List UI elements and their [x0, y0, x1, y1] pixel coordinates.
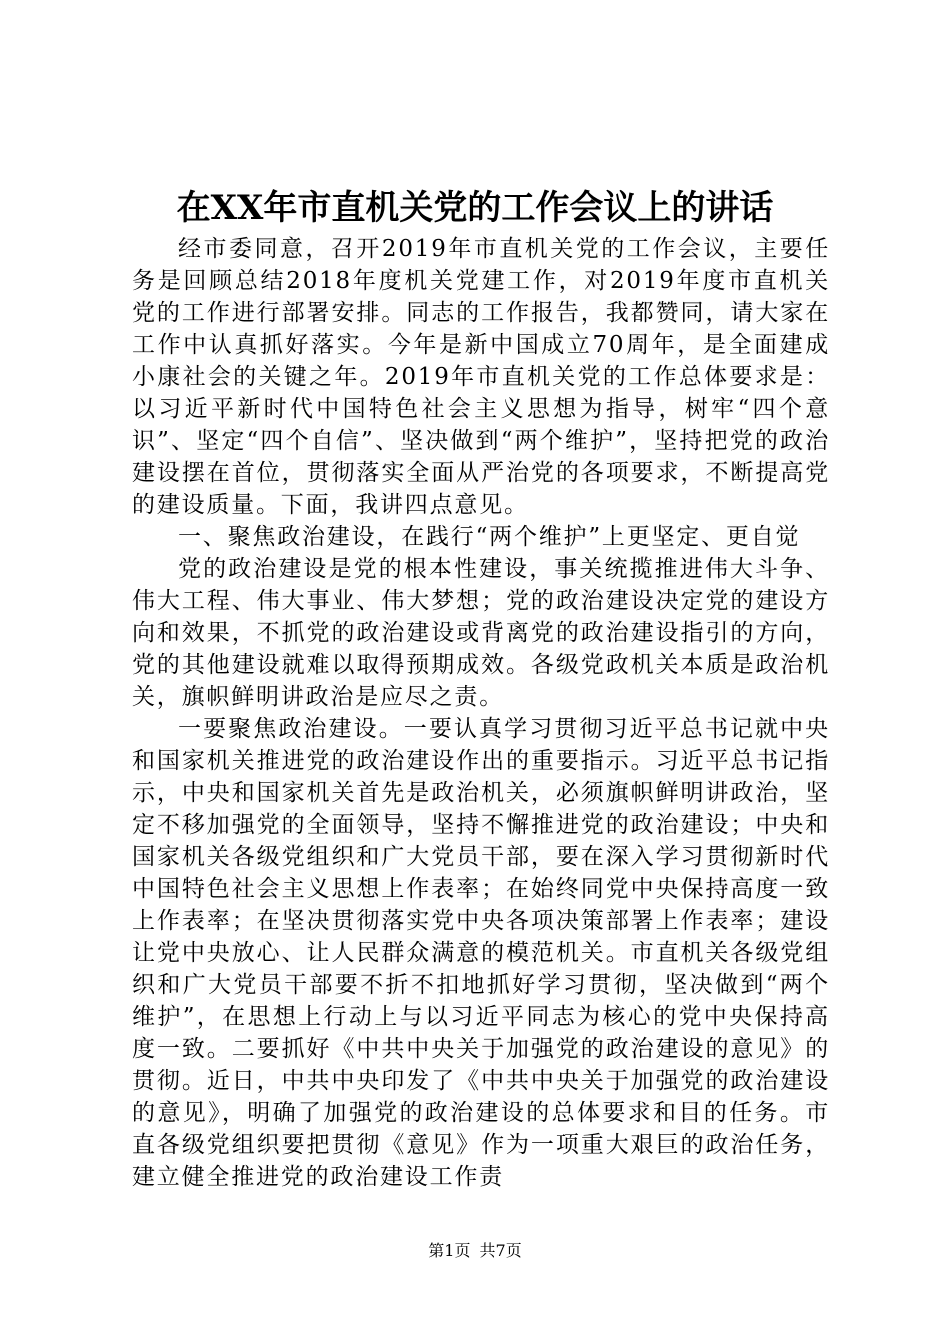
paragraph: 党的政治建设是党的根本性建设，事关统揽推进伟大斗争、伟大工程、伟大事业、伟大梦想；党的政治建设决定党的建设方向和效果，不抓党的政治建设或背离党的政治建设指引的方向，党的其他建设就难以取得预期成效。各级党政机关本质是政治机关，旗帜鲜明讲政治是应尽之责。	[132, 556, 830, 710]
paragraph: 经市委同意，召开2019年市直机关党的工作会议，主要任务是回顾总结2018年度机关党建工作，对2019年度市直机关党的工作进行部署安排。同志的工作报告，我都赞同，请大家在工作中认真抓好落实。今年是新中国成立70周年，是全面建成小康社会的关键之年。2019年市直机关党的工作总体要求是：以习近平新时代中国特色社会主义思想为指导，树牢“四个意识”、坚定“四个自信”、坚决做到“两个维护”，坚持把党的政治建设摆在首位，贯彻落实全面从严治党的各项要求，不断提高党的建设质量。下面，我讲四点意见。	[132, 236, 830, 518]
page-number: 第1页	[428, 1241, 471, 1260]
page-footer	[0, 1240, 950, 1262]
page-total: 共7页	[479, 1241, 522, 1260]
paragraph: 一要聚焦政治建设。一要认真学习贯彻习近平总书记就中央和国家机关推进党的政治建设作出的重要指示。习近平总书记指示，中央和国家机关首先是政治机关，必须旗帜鲜明讲政治，坚定不移加强党的全面领导，坚持不懈推进党的政治建设；中央和国家机关各级党组织和广大党员干部，要在深入学习贯彻新时代中国特色社会主义思想上作表率；在始终同党中央保持高度一致上作表率；在坚决贯彻落实党中央各项决策部署上作表率；建设让党中央放心、让人民群众满意的模范机关。市直机关各级党组织和广大党员干部要不折不扣地抓好学习贯彻，坚决做到“两个维护”，在思想上行动上与以习近平同志为核心的党中央保持高度一致。二要抓好《中共中央关于加强党的政治建设的意见》的贯彻。近日，中共中央印发了《中共中央关于加强党的政治建设的意见》，明确了加强党的政治建设的总体要求和目的任务。市直各级党组织要把贯彻《意见》作为一项重大艰巨的政治任务，建立健全推进党的政治建设工作责	[132, 716, 830, 1190]
document-body	[132, 233, 830, 1193]
document-title: 在XX年市直机关党的工作会议上的讲话	[176, 188, 774, 228]
section-heading: 一、聚焦政治建设，在践行“两个维护”上更坚定、更自觉	[178, 524, 801, 550]
